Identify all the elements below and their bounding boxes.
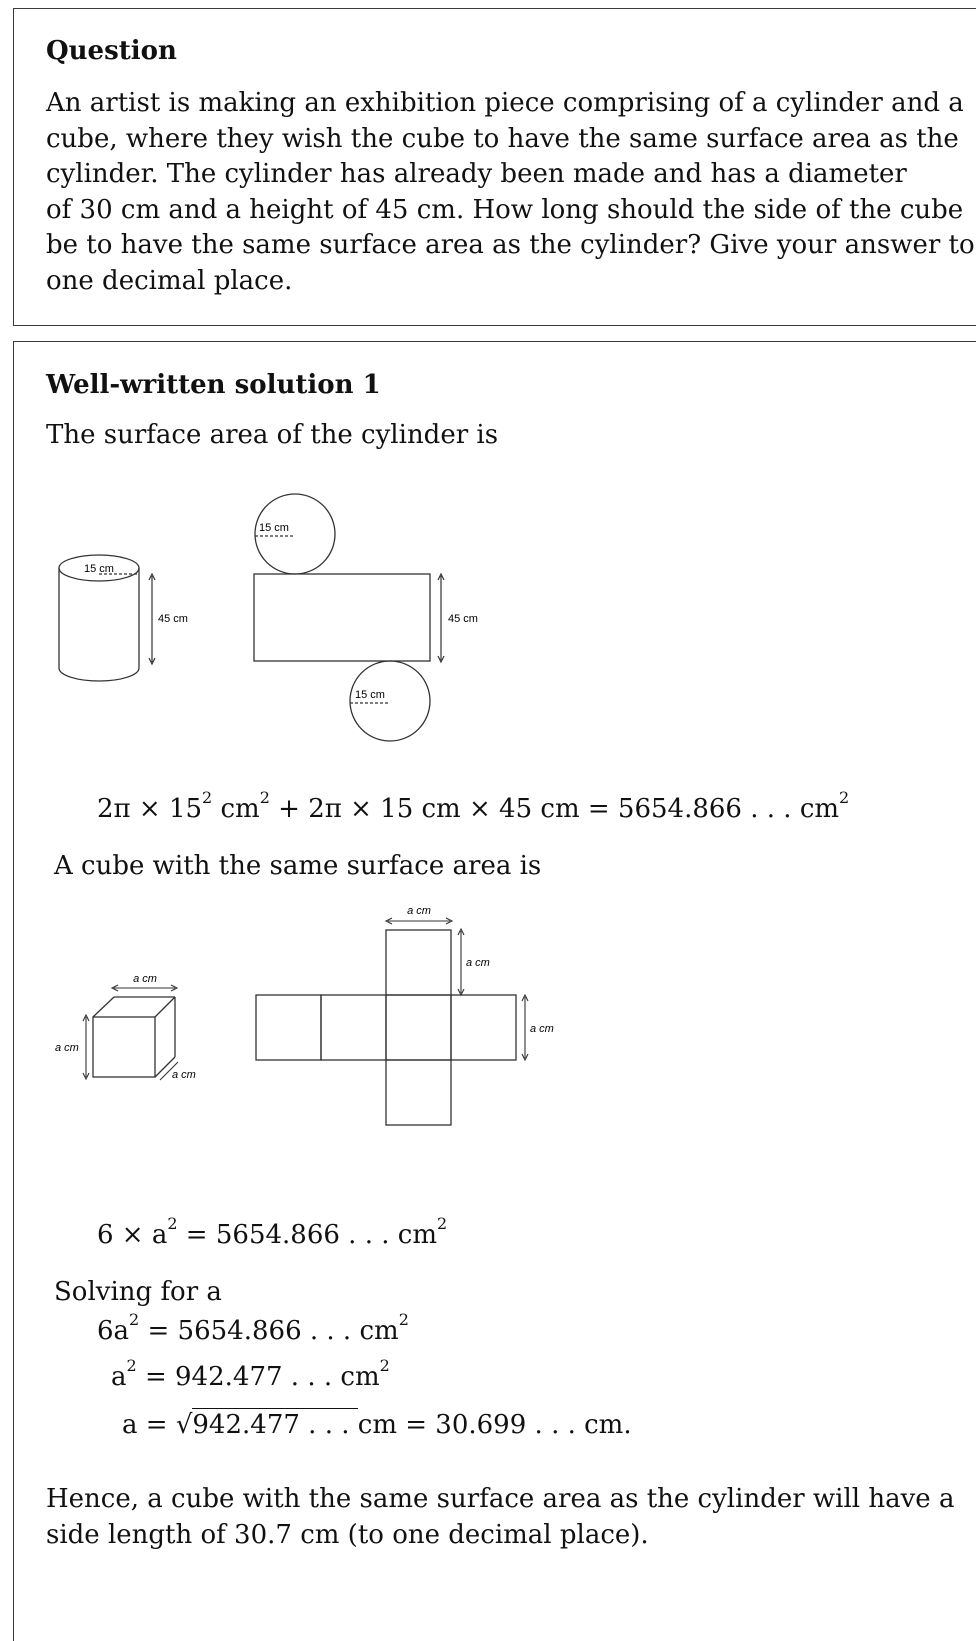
net-bottom-radius-label: 15 cm — [355, 689, 385, 701]
cylinder-height-arrow — [149, 574, 155, 664]
eq-term: = 5654.866 . . . cm — [177, 1220, 437, 1250]
cylinder-height-label: 45 cm — [158, 613, 188, 625]
conclusion-line: Hence, a cube with the same surface area as the cylinder will have a — [46, 1484, 955, 1514]
eq-term: a = √ — [122, 1410, 193, 1440]
cylinder-radius-label: 15 cm — [84, 563, 114, 575]
eq-sup: 2 — [126, 1356, 137, 1375]
net-height-label: 45 cm — [448, 613, 478, 625]
eq-sup: 2 — [398, 1310, 409, 1329]
question-line: cube, where they wish the cube to have the same surface area as the — [46, 123, 959, 154]
question-line: be to have the same surface area as the cylinder? Give your answer to — [46, 230, 975, 260]
cube-top-label: a cm — [133, 973, 157, 985]
eq-term: + 2π × 15 cm × 45 cm = 5654.866 . . . cm — [269, 794, 840, 824]
question-line: cylinder. The cylinder has already been made and has a diameter — [46, 159, 907, 189]
eq-sup: 2 — [839, 788, 850, 807]
net-top-side-label: a cm — [407, 905, 431, 917]
net-top-radius-label: 15 cm — [259, 522, 289, 534]
question-heading: Question — [46, 36, 177, 66]
eq-term: 6 × a — [97, 1220, 168, 1250]
cube-surface-equation — [97, 1214, 448, 1250]
cylinder-surface-equation — [97, 788, 850, 824]
net-dimension-arrows — [386, 918, 528, 1060]
cube-diagram — [0, 895, 976, 1135]
eq-term: a — [111, 1362, 127, 1392]
eq-term: cm = 30.699 . . . cm. — [357, 1410, 632, 1440]
conclusion-text — [46, 1482, 954, 1553]
cube-depth-label: a cm — [172, 1069, 196, 1081]
eq-sup: 2 — [129, 1310, 140, 1329]
conclusion-line: side length of 30.7 cm (to one decimal place). — [46, 1519, 649, 1550]
eq-sup: 2 — [379, 1356, 390, 1375]
eq-sup: 2 — [437, 1214, 448, 1233]
net-right-label: a cm — [530, 1023, 554, 1035]
eq-term: = 5654.866 . . . cm — [139, 1316, 399, 1346]
cube-dimension-arrows — [83, 985, 178, 1080]
net-height-arrow — [438, 574, 444, 662]
eq-term: = 942.477 . . . cm — [136, 1362, 380, 1392]
solve-step-3 — [122, 1410, 632, 1440]
cylinder-diagram — [0, 480, 976, 780]
question-text — [46, 86, 975, 299]
solving-label: Solving for a — [54, 1277, 222, 1307]
question-line: of 30 cm and a height of 45 cm. How long should the side of the cube — [46, 194, 964, 225]
cube-3d — [93, 997, 175, 1077]
solve-step-1 — [97, 1310, 409, 1346]
sqrt-radicand: 942.477 . . . — [192, 1410, 358, 1440]
eq-sup: 2 — [202, 788, 213, 807]
cylinder-intro: The surface area of the cylinder is — [46, 420, 499, 450]
question-line: one decimal place. — [46, 265, 293, 296]
eq-sup: 2 — [259, 788, 270, 807]
cube-left-label: a cm — [55, 1042, 79, 1054]
solve-step-2 — [111, 1356, 390, 1392]
cube-intro: A cube with the same surface area is — [54, 851, 542, 881]
eq-term: 2π × 15 — [97, 794, 203, 824]
question-line: An artist is making an exhibition piece comprising of a cylinder and a — [46, 88, 964, 118]
eq-term: 6a — [97, 1316, 130, 1346]
eq-term: cm — [212, 794, 260, 824]
eq-sup: 2 — [167, 1214, 178, 1233]
solution-heading: Well-written solution 1 — [46, 370, 381, 400]
net-upper-right-label: a cm — [466, 957, 490, 969]
